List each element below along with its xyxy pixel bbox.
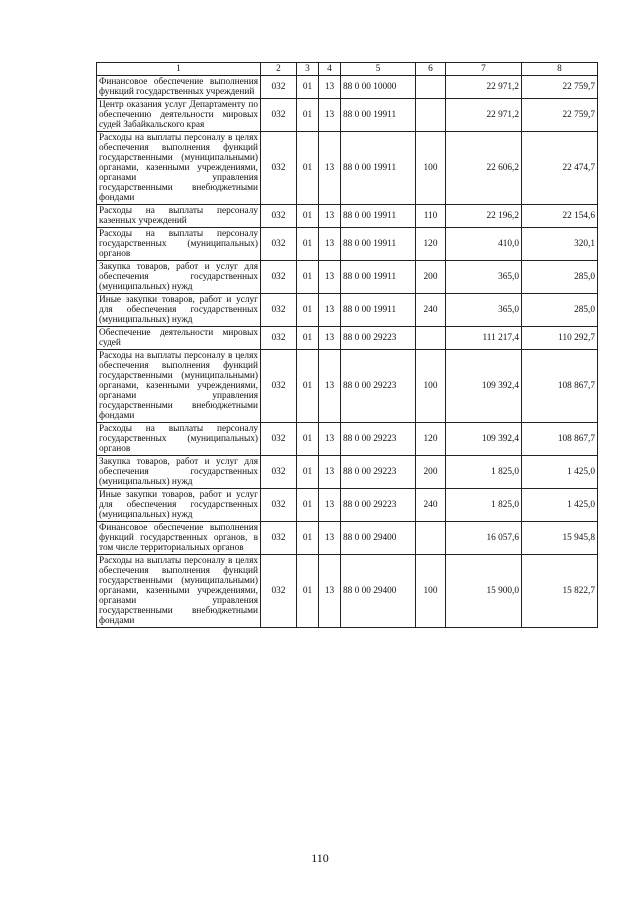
row-name-cell: Закупка товаров, работ и услуг для обеспечения государственных (муниципальных) нужд (97, 456, 261, 489)
amount-cell: 108 867,7 (522, 423, 598, 456)
subsection-code-cell: 13 (319, 228, 341, 261)
amount-cell: 108 867,7 (522, 350, 598, 423)
amount-cell: 109 392,4 (446, 423, 522, 456)
page-number: 110 (311, 851, 329, 865)
section-code-cell: 01 (297, 294, 319, 327)
amount-cell: 15 900,0 (446, 555, 522, 628)
table-row (97, 205, 598, 228)
section-code-cell: 01 (297, 228, 319, 261)
amount-cell: 410,0 (446, 228, 522, 261)
amount-cell: 22 606,2 (446, 132, 522, 205)
row-name-cell: Обеспечение деятельности мировых судей (97, 327, 261, 350)
table-row (97, 261, 598, 294)
ministry-code-cell: 032 (261, 132, 297, 205)
table-row (97, 294, 598, 327)
expense-type-cell: 100 (416, 555, 446, 628)
column-header: 1 (97, 63, 261, 76)
subsection-code-cell: 13 (319, 327, 341, 350)
table-row (97, 423, 598, 456)
section-code-cell: 01 (297, 132, 319, 205)
expense-type-cell: 100 (416, 132, 446, 205)
subsection-code-cell: 13 (319, 456, 341, 489)
row-name-cell: Расходы на выплаты персоналу в целях обеспечения выполнения функций государственными (муниципальными) органами, казенными учреждениями, органами управления государственными внебюджетными фондами (97, 350, 261, 423)
subsection-code-cell: 13 (319, 205, 341, 228)
target-article-cell: 88 0 00 29223 (341, 456, 416, 489)
amount-cell: 365,0 (446, 261, 522, 294)
amount-cell: 22 474,7 (522, 132, 598, 205)
ministry-code-cell: 032 (261, 261, 297, 294)
subsection-code-cell: 13 (319, 76, 341, 99)
ministry-code-cell: 032 (261, 350, 297, 423)
section-code-cell: 01 (297, 76, 319, 99)
amount-cell: 1 825,0 (446, 456, 522, 489)
row-name-cell: Расходы на выплаты персоналу в целях обеспечения выполнения функций государственными (муниципальными) органами, казенными учреждениями, органами управления государственными внебюджетными фондами (97, 132, 261, 205)
subsection-code-cell: 13 (319, 261, 341, 294)
table-row (97, 76, 598, 99)
target-article-cell: 88 0 00 29223 (341, 350, 416, 423)
table-row (97, 522, 598, 555)
ministry-code-cell: 032 (261, 489, 297, 522)
expense-type-cell (416, 327, 446, 350)
amount-cell: 22 759,7 (522, 76, 598, 99)
column-header: 5 (341, 63, 416, 76)
row-name-cell: Расходы на выплаты персоналу государственных (муниципальных) органов (97, 228, 261, 261)
target-article-cell: 88 0 00 19911 (341, 261, 416, 294)
row-name-cell: Закупка товаров, работ и услуг для обеспечения государственных (муниципальных) нужд (97, 261, 261, 294)
amount-cell: 16 057,6 (446, 522, 522, 555)
expense-type-cell: 120 (416, 228, 446, 261)
amount-cell: 110 292,7 (522, 327, 598, 350)
column-header: 6 (416, 63, 446, 76)
target-article-cell: 88 0 00 19911 (341, 99, 416, 132)
column-header: 3 (297, 63, 319, 76)
amount-cell: 285,0 (522, 294, 598, 327)
amount-cell: 1 825,0 (446, 489, 522, 522)
section-code-cell: 01 (297, 350, 319, 423)
ministry-code-cell: 032 (261, 327, 297, 350)
row-name-cell: Финансовое обеспечение выполнения функций государственных органов, в том числе территориальных органов (97, 522, 261, 555)
amount-cell: 1 425,0 (522, 489, 598, 522)
amount-cell: 22 759,7 (522, 99, 598, 132)
target-article-cell: 88 0 00 19911 (341, 294, 416, 327)
target-article-cell: 88 0 00 29223 (341, 327, 416, 350)
section-code-cell: 01 (297, 489, 319, 522)
row-name-cell: Расходы на выплаты персоналу государственных (муниципальных) органов (97, 423, 261, 456)
table-row (97, 327, 598, 350)
amount-cell: 1 425,0 (522, 456, 598, 489)
row-name-cell: Расходы на выплаты персоналу в целях обеспечения выполнения функций государственными (муниципальными) органами, казенными учреждениями, органами управления государственными внебюджетными фондами (97, 555, 261, 628)
section-code-cell: 01 (297, 99, 319, 132)
expense-type-cell (416, 522, 446, 555)
expense-type-cell: 240 (416, 489, 446, 522)
target-article-cell: 88 0 00 29400 (341, 522, 416, 555)
row-name-cell: Расходы на выплаты персоналу казенных учреждений (97, 205, 261, 228)
amount-cell: 22 196,2 (446, 205, 522, 228)
table-row (97, 456, 598, 489)
subsection-code-cell: 13 (319, 294, 341, 327)
ministry-code-cell: 032 (261, 76, 297, 99)
target-article-cell: 88 0 00 29223 (341, 489, 416, 522)
subsection-code-cell: 13 (319, 132, 341, 205)
target-article-cell: 88 0 00 29223 (341, 423, 416, 456)
table-body (97, 76, 598, 628)
ministry-code-cell: 032 (261, 205, 297, 228)
subsection-code-cell: 13 (319, 350, 341, 423)
amount-cell: 22 971,2 (446, 99, 522, 132)
subsection-code-cell: 13 (319, 555, 341, 628)
column-header: 7 (446, 63, 522, 76)
ministry-code-cell: 032 (261, 555, 297, 628)
ministry-code-cell: 032 (261, 99, 297, 132)
amount-cell: 109 392,4 (446, 350, 522, 423)
expense-type-cell: 110 (416, 205, 446, 228)
row-name-cell: Иные закупки товаров, работ и услуг для обеспечения государственных (муниципальных) нужд (97, 489, 261, 522)
table-row (97, 132, 598, 205)
row-name-cell: Иные закупки товаров, работ и услуг для обеспечения государственных (муниципальных) нужд (97, 294, 261, 327)
section-code-cell: 01 (297, 423, 319, 456)
expense-type-cell (416, 76, 446, 99)
target-article-cell: 88 0 00 10000 (341, 76, 416, 99)
subsection-code-cell: 13 (319, 522, 341, 555)
column-header: 8 (522, 63, 598, 76)
column-header: 2 (261, 63, 297, 76)
amount-cell: 15 822,7 (522, 555, 598, 628)
amount-cell: 22 154,6 (522, 205, 598, 228)
section-code-cell: 01 (297, 555, 319, 628)
target-article-cell: 88 0 00 19911 (341, 205, 416, 228)
target-article-cell: 88 0 00 19911 (341, 228, 416, 261)
section-code-cell: 01 (297, 522, 319, 555)
table-row (97, 99, 598, 132)
section-code-cell: 01 (297, 327, 319, 350)
ministry-code-cell: 032 (261, 522, 297, 555)
table-row (97, 228, 598, 261)
expense-type-cell: 100 (416, 350, 446, 423)
table-header-row (97, 63, 598, 76)
row-name-cell: Финансовое обеспечение выполнения функций государственных учреждений (97, 76, 261, 99)
subsection-code-cell: 13 (319, 489, 341, 522)
ministry-code-cell: 032 (261, 228, 297, 261)
section-code-cell: 01 (297, 205, 319, 228)
amount-cell: 320,1 (522, 228, 598, 261)
ministry-code-cell: 032 (261, 294, 297, 327)
amount-cell: 365,0 (446, 294, 522, 327)
expense-type-cell: 200 (416, 261, 446, 294)
amount-cell: 111 217,4 (446, 327, 522, 350)
amount-cell: 15 945,8 (522, 522, 598, 555)
expense-type-cell: 120 (416, 423, 446, 456)
expense-type-cell: 200 (416, 456, 446, 489)
table-row (97, 350, 598, 423)
section-code-cell: 01 (297, 261, 319, 294)
target-article-cell: 88 0 00 29400 (341, 555, 416, 628)
expense-type-cell (416, 99, 446, 132)
table-row (97, 555, 598, 628)
budget-table (96, 62, 598, 628)
ministry-code-cell: 032 (261, 456, 297, 489)
subsection-code-cell: 13 (319, 423, 341, 456)
section-code-cell: 01 (297, 456, 319, 489)
table-row (97, 489, 598, 522)
expense-type-cell: 240 (416, 294, 446, 327)
column-header: 4 (319, 63, 341, 76)
ministry-code-cell: 032 (261, 423, 297, 456)
target-article-cell: 88 0 00 19911 (341, 132, 416, 205)
row-name-cell: Центр оказания услуг Департаменту по обеспечению деятельности мировых судей Забайкальского края (97, 99, 261, 132)
amount-cell: 22 971,2 (446, 76, 522, 99)
amount-cell: 285,0 (522, 261, 598, 294)
subsection-code-cell: 13 (319, 99, 341, 132)
